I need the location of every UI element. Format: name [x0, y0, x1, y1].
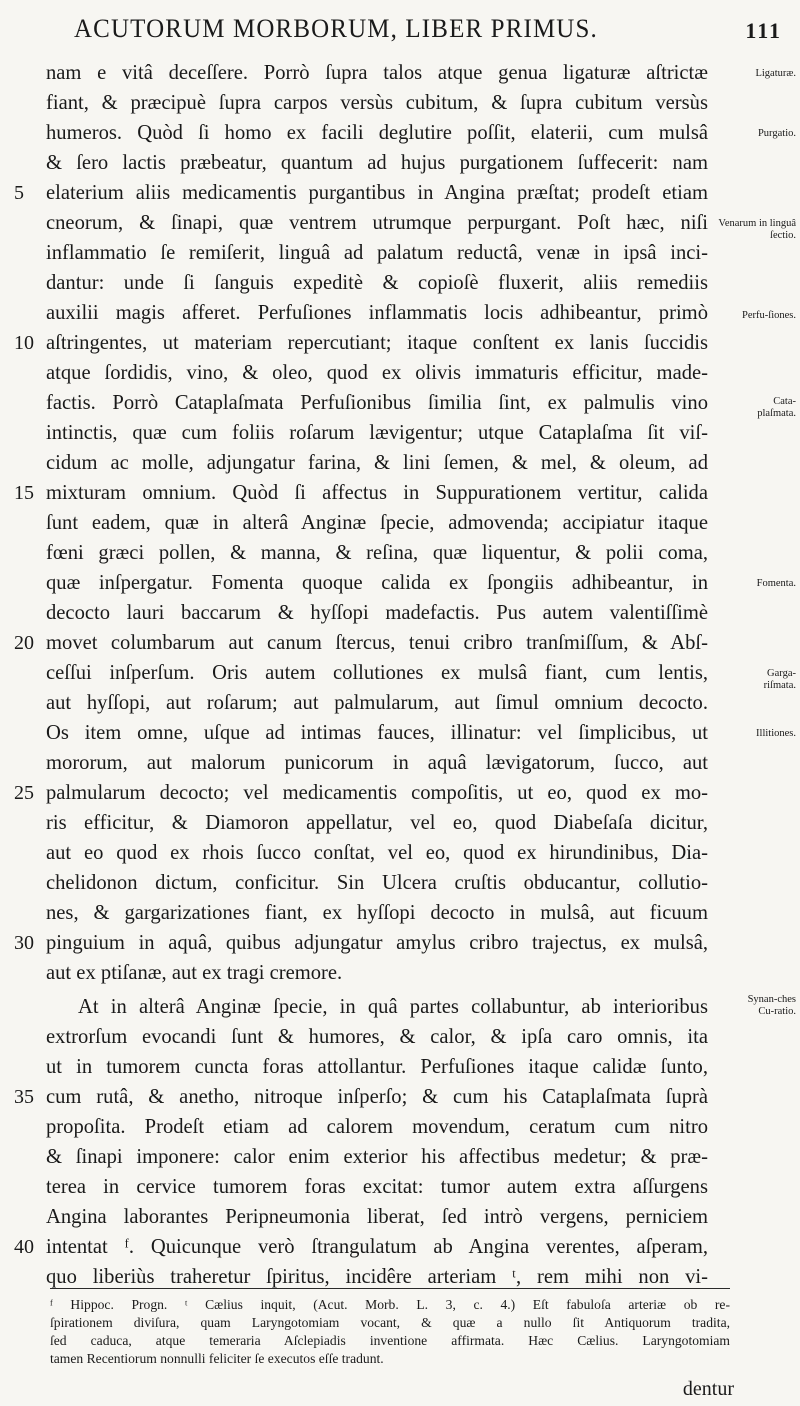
text-line: mororum, aut malorum punicorum in aquâ lævigatorum, ſucco, aut: [46, 752, 708, 774]
line-number: 10: [14, 332, 34, 354]
text-line: factis. Porrò Cataplaſmata Perfuſionibus ſimilia ſint, ex palmulis vino: [46, 392, 708, 414]
page-number: 111: [745, 18, 782, 43]
margin-note: Ligaturæ.: [755, 68, 796, 79]
line-number: 25: [14, 782, 34, 804]
text-line: ceſſui inſperſum. Oris autem collutiones ex mulsâ fiant, cum lentis,: [46, 662, 708, 684]
line-number: 20: [14, 632, 34, 654]
text-line: nes, & gargarizationes fiant, ex hyſſopi decocto in mulsâ, aut ficuum: [46, 902, 708, 924]
text-line: & ſinapi imponere: calor enim exterior his affectibus medetur; & præ-: [46, 1146, 708, 1168]
text-line: extrorſum evocandi ſunt & humores, & calor, & ipſa caro omnis, ita: [46, 1026, 708, 1048]
line-number: 30: [14, 932, 34, 954]
text-line: aut eo quod ex rhois ſucco conſtat, vel eo, quod ex hirundinibus, Dia-: [46, 842, 708, 864]
line-number: 35: [14, 1086, 34, 1108]
text-line: chelidonon dictum, conficitur. Sin Ulcera cruſtis obducantur, collutio-: [46, 872, 708, 894]
margin-note: Synan-ches Cu-ratio.: [747, 994, 796, 1017]
margin-note: Purgatio.: [757, 128, 796, 139]
text-line: mixturam omnium. Quòd ſi affectus in Suppurationem vertitur, calida: [46, 482, 708, 504]
text-line: & ſero lactis præbeatur, quantum ad hujus purgationem ſuffecerit: nam: [46, 152, 708, 174]
text-line: ſunt eadem, quæ in alterâ Anginæ ſpecie, admovenda; accipiatur itaque: [46, 512, 708, 534]
text-line: cneorum, & ſinapi, quæ ventrem utrumque perpurgant. Poſt hæc, niſi: [46, 212, 708, 234]
catchword: dentur: [682, 1378, 734, 1400]
text-line: cum rutâ, & anetho, nitroque inſperſo; & cum his Cataplaſmata ſuprà: [46, 1086, 708, 1108]
text-line: inflammatio ſe remiſerit, linguâ ad palatum reductâ, venæ in ipsâ inci-: [46, 242, 708, 264]
text-line: aut hyſſopi, aut roſarum; aut palmularum, aut ſimul omnium decocto.: [46, 692, 708, 714]
footnote-line: ſpirationem diviſura, quam Laryngotomiam vocant, & quæ a nullo ſit Antiquorum tradita,: [50, 1315, 730, 1330]
text-line: palmularum decocto; vel medicamentis compoſitis, ut eo, quod ex mo-: [46, 782, 708, 804]
footnote-rule: [50, 1288, 730, 1289]
text-line: pinguium in aquâ, quibus adjungatur amylus cribro trajectus, ex mulsâ,: [46, 932, 708, 954]
text-line: ut in tumorem cuncta foras attollantur. Perfuſiones itaque calidæ ſunto,: [46, 1056, 708, 1078]
text-line: terea in cervice tumorem foras excitat: tumor autem extra aſſurgens: [46, 1176, 708, 1198]
text-line: Angina laborantes Peripneumonia liberat, ſed intrò vergens, perniciem: [46, 1206, 708, 1228]
line-number: 15: [14, 482, 34, 504]
text-line: auxilii magis afferet. Perfuſiones inflammatis locis adhibeantur, primò: [46, 302, 708, 324]
text-line: quæ inſpergatur. Fomenta quoque calida ex ſpongiis adhibeantur, in: [46, 572, 708, 594]
text-line: intentat ᶠ. Quicunque verò ſtrangulatum ab Angina verentes, aſperam,: [46, 1236, 708, 1258]
text-line: atque ſordidis, vino, & oleo, quod ex olivis immaturis efficitur, made-: [46, 362, 708, 384]
text-line: fœni græci pollen, & manna, & reſina, quæ liquentur, & polii coma,: [46, 542, 708, 564]
margin-note: Fomenta.: [756, 578, 796, 589]
running-head: ACUTORUM MORBORUM, LIBER PRIMUS.: [74, 14, 598, 43]
text-line: decocto lauri baccarum & hyſſopi madefactis. Pus autem valentiſſimè: [46, 602, 708, 624]
text-line: fiant, & præcipuè ſupra carpos versùs cubitum, & ſupra cubitum versùs: [46, 92, 708, 114]
text-line: At in alterâ Anginæ ſpecie, in quâ partes collabuntur, ab interioribus: [78, 996, 708, 1018]
line-number: 5: [14, 182, 24, 204]
margin-note: Illitiones.: [756, 728, 796, 739]
margin-note: Cata-plaſmata.: [757, 396, 796, 419]
text-line: aſtringentes, ut materiam repercutiant; itaque conſtent ex lanis ſuccidis: [46, 332, 708, 354]
text-line: elaterium aliis medicamentis purgantibus in Angina præſtat; prodeſt etiam: [46, 182, 708, 204]
line-number: 40: [14, 1236, 34, 1258]
margin-note: Perfu-ſiones.: [742, 310, 796, 321]
text-line: quo liberiùs traheretur ſpiritus, incidêre arteriam ᵗ, rem mihi non vi-: [46, 1266, 708, 1288]
text-line: nam e vitâ deceſſere. Porrò ſupra talos atque genua ligaturæ aſtrictæ: [46, 62, 708, 84]
text-line: humeros. Quòd ſi homo ex facili deglutire poſſit, elaterii, cum mulsâ: [46, 122, 708, 144]
text-line: propoſita. Prodeſt etiam ad calorem movendum, ceratum cum nitro: [46, 1116, 708, 1138]
margin-note: Venarum in linguâ ſectio.: [718, 218, 796, 241]
page-header: [74, 14, 782, 48]
text-line: intinctis, quæ cum foliis roſarum lævigentur; utque Cataplaſma ſit viſ-: [46, 422, 708, 444]
text-line: movet columbarum aut canum ſtercus, tenui cribro tranſmiſſum, & Abſ-: [46, 632, 708, 654]
footnote-line: tamen Recentiorum nonnulli feliciter ſe executos eſſe tradunt.: [50, 1351, 384, 1366]
text-line: cidum ac molle, adjungatur farina, & lini ſemen, & mel, & oleum, ad: [46, 452, 708, 474]
footnote-line: ᶠ Hippoc. Progn. ᵗ Cælius inquit, (Acut. Morb. L. 3, c. 4.) Eſt fabuloſa arteriæ ob re-: [50, 1297, 730, 1312]
footnote-line: ſed caduca, atque temeraria Aſclepiadis inventione affirmata. Hæc Cælius. Laryngotomiam: [50, 1333, 730, 1348]
text-line: aut ex ptiſanæ, aut ex tragi cremore.: [46, 962, 343, 984]
text-line: dantur: unde ſi ſanguis expeditè & copioſè fluxerit, aliis remediis: [46, 272, 708, 294]
margin-note: Garga-riſmata.: [763, 668, 796, 691]
text-line: Os item omne, uſque ad intimas fauces, illinatur: vel ſimplicibus, ut: [46, 722, 708, 744]
text-line: ris efficitur, & Diamoron appellatur, vel eo, quod Diabeſaſa dicitur,: [46, 812, 708, 834]
